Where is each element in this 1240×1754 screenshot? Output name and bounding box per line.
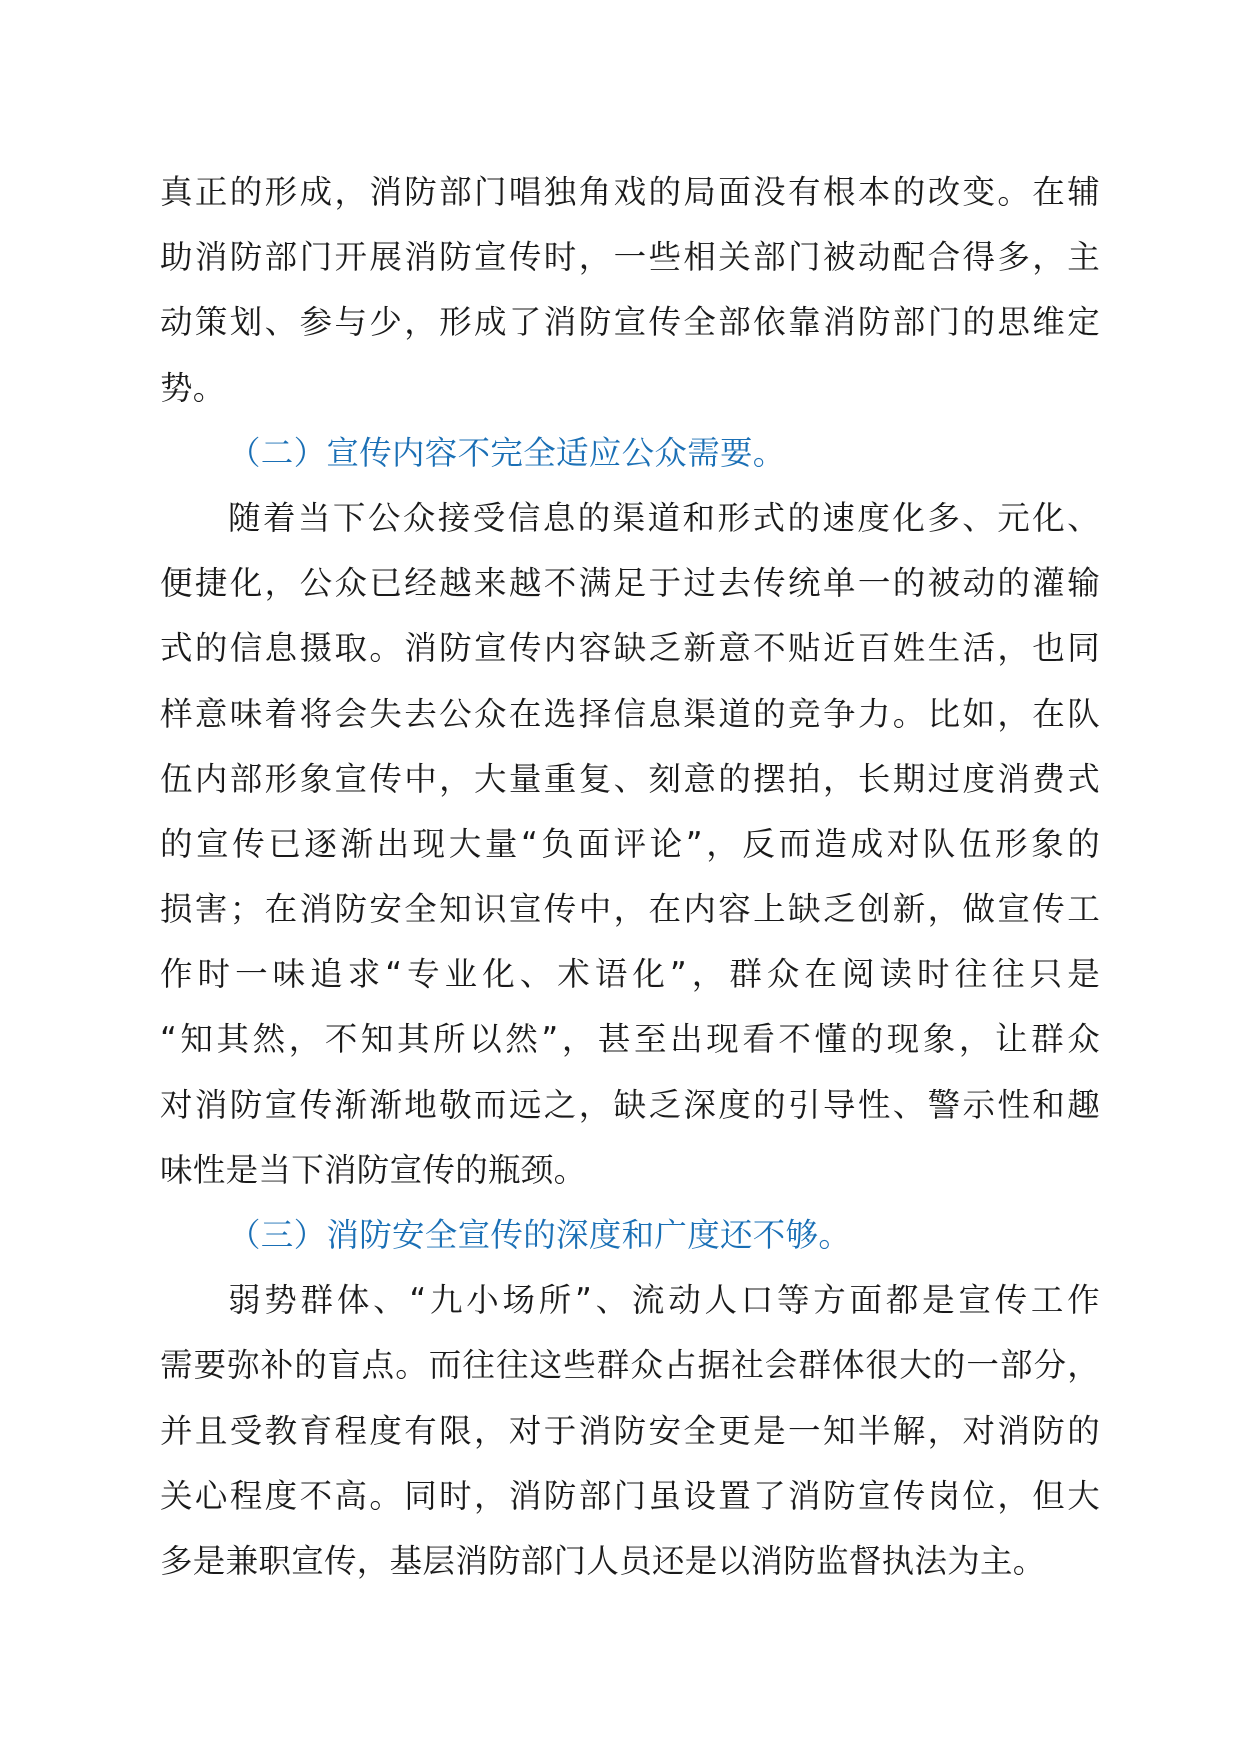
paragraph-line: 关心程度不高。同时，消防部门虽设置了消防宣传岗位，但大	[160, 1476, 1100, 1515]
paragraph-line: 动策划、参与少，形成了消防宣传全部依靠消防部门的思维定	[160, 303, 1100, 342]
paragraph-line: 真正的形成，消防部门唱独角戏的局面没有根本的改变。在辅	[160, 173, 1100, 211]
paragraph-line: 样意味着将会失去公众在选择信息渠道的竞争力。比如，在队	[160, 694, 1100, 733]
paragraph-line: 多是兼职宣传，基层消防部门人员还是以消防监督执法为主。	[160, 1541, 1046, 1580]
paragraph-line: 式的信息摄取。消防宣传内容缺乏新意不贴近百姓生活，也同	[160, 629, 1100, 668]
section-heading: （二）宣传内容不完全适应公众需要。	[228, 433, 786, 472]
paragraph-line: 势。	[160, 368, 226, 407]
paragraph	[160, 160, 1100, 421]
paragraph	[160, 486, 1100, 1203]
paragraph-line: 随着当下公众接受信息的渠道和形式的速度化多、元化、	[228, 498, 1100, 537]
paragraph-line: 对消防宣传渐渐地敬而远之，缺乏深度的引导性、警示性和趣	[160, 1085, 1100, 1124]
paragraph	[160, 1268, 1100, 1594]
document-body	[160, 160, 1100, 1594]
section-heading: （三）消防安全宣传的深度和广度还不够。	[228, 1216, 852, 1254]
paragraph-line: 助消防部门开展消防宣传时，一些相关部门被动配合得多，主	[160, 238, 1100, 277]
paragraph-line: 并且受教育程度有限，对于消防安全更是一知半解，对消防的	[160, 1411, 1100, 1450]
paragraph-line: 味性是当下消防宣传的瓶颈。	[160, 1150, 587, 1189]
paragraph-line: 便捷化，公众已经越来越不满足于过去传统单一的被动的灌输	[160, 564, 1100, 603]
paragraph-line: 的宣传已逐渐出现大量“负面评论”，反而造成对队伍形象的	[160, 824, 1100, 863]
paragraph-line: 损害；在消防安全知识宣传中，在内容上缺乏创新，做宣传工	[160, 890, 1100, 929]
paragraph-line: 需要弥补的盲点。而往往这些群众占据社会群体很大的一部分，	[160, 1346, 1100, 1385]
paragraph-line: “知其然，不知其所以然”，甚至出现看不懂的现象，让群众	[160, 1020, 1100, 1059]
paragraph-line: 伍内部形象宣传中，大量重复、刻意的摆拍，长期过度消费式	[160, 759, 1100, 798]
paragraph-line: 弱势群体、“九小场所”、流动人口等方面都是宣传工作	[228, 1281, 1100, 1320]
paragraph-line: 作时一味追求“专业化、术语化”，群众在阅读时往往只是	[160, 955, 1100, 994]
